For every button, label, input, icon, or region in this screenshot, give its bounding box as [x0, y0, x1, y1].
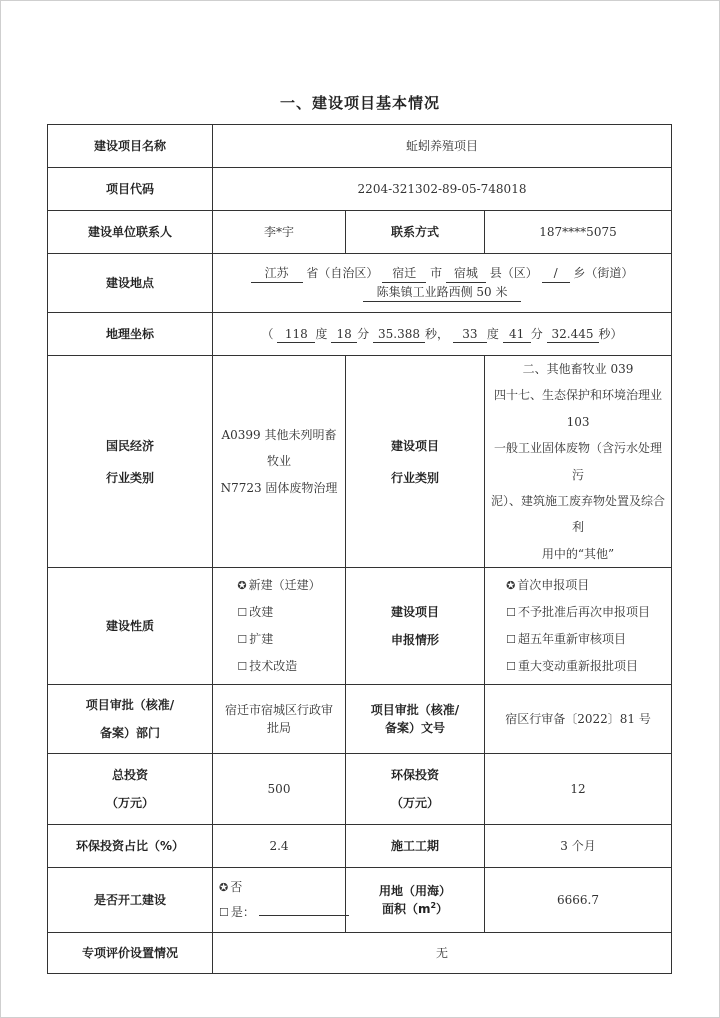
project-code-value: 2204-321302-89-05-748018 [213, 168, 672, 211]
location-label: 建设地点 [48, 254, 213, 313]
construction-nature-options [213, 568, 346, 685]
row-contact [48, 211, 672, 254]
land-area-value: 6666.7 [485, 868, 672, 933]
approval-number-value: 宿区行审备〔2022〕81 号 [485, 685, 672, 754]
row-nature [48, 568, 672, 685]
row-investment [48, 754, 672, 825]
contact-phone-value: 187****5075 [485, 211, 672, 254]
checkbox-icon: ☐ [506, 633, 516, 647]
checkbox-icon: ☐ [237, 606, 248, 620]
radio-checked-icon: ✪ [219, 880, 229, 894]
nature-option[interactable]: ☐ 改建 [237, 605, 274, 620]
location-province: 江苏 [251, 266, 303, 283]
started-options [213, 868, 346, 933]
project-industry-value: 二、其他畜牧业 039 四十七、生态保护和环境治理业 103 一般工业固体废物（含污水处理污 泥）、建筑施工废弃物处置及综合利 用中的“其他” [485, 356, 672, 568]
declaration-option[interactable]: ☐ 不予批准后再次申报项目 [506, 605, 650, 620]
longitude-second: 35.388 [373, 327, 425, 344]
contact-person-value: 李*宇 [213, 211, 346, 254]
row-coordinates [48, 313, 672, 356]
latitude-minute: 41 [503, 327, 531, 344]
project-name-value: 蚯蚓养殖项目 [213, 125, 672, 168]
contact-phone-label: 联系方式 [346, 211, 485, 254]
nature-option[interactable]: ☐ 扩建 [237, 632, 274, 647]
checkbox-icon: ☐ [506, 606, 516, 620]
latitude-second: 32.445 [547, 327, 599, 344]
special-evaluation-value: 无 [213, 933, 672, 974]
row-ratio [48, 825, 672, 868]
checkbox-icon: ☐ [237, 633, 248, 647]
checkbox-icon: ☐ [506, 660, 516, 674]
row-location [48, 254, 672, 313]
checkbox-icon: ☐ [219, 906, 229, 920]
location-city: 宿迁 [382, 266, 426, 283]
nature-option[interactable]: ☐ 技术改造 [237, 659, 298, 674]
nature-option[interactable]: ✪ 新建（迁建） [237, 578, 321, 593]
env-ratio-value: 2.4 [213, 825, 346, 868]
started-option-no[interactable]: ✪ 否 [219, 879, 243, 894]
declaration-status-label: 建设项目 申报情形 [346, 568, 485, 685]
longitude-degree: 118 [277, 327, 315, 344]
approval-department-value: 宿迁市宿城区行政审 批局 [213, 685, 346, 754]
location-detail: 陈集镇工业路西侧 50 米 [363, 285, 521, 302]
row-started [48, 868, 672, 933]
approval-number-label: 项目审批（核准/ 备案）文号 [346, 685, 485, 754]
env-investment-value: 12 [485, 754, 672, 825]
row-project-name [48, 125, 672, 168]
approval-department-label: 项目审批（核准/ 备案）部门 [48, 685, 213, 754]
total-investment-label: 总投资 （万元） [48, 754, 213, 825]
declaration-option[interactable]: ☐ 重大变动重新报批项目 [506, 659, 638, 674]
coordinates-value: （ 118 度 18 分 35.388 秒， 33 度 41 分 32.445 秒） [213, 313, 672, 356]
started-label: 是否开工建设 [48, 868, 213, 933]
project-industry-label: 建设项目 行业类别 [346, 356, 485, 568]
total-investment-value: 500 [213, 754, 346, 825]
land-area-label: 用地（用海） 面积$(m^2)$ [346, 868, 485, 933]
row-approval [48, 685, 672, 754]
page-title: 一、建设项目基本情况 [279, 94, 440, 112]
declaration-option[interactable]: ☐ 超五年重新审核项目 [506, 632, 626, 647]
env-ratio-label: 环保投资占比（%） [48, 825, 213, 868]
env-investment-label: 环保投资 （万元） [346, 754, 485, 825]
industry-category-value: A0399 其他未列明畜 牧业 N7723 固体废物治理 [213, 356, 346, 568]
latitude-degree: 33 [453, 327, 487, 344]
location-value: 江苏 省（自治区） 宿迁 市 宿城 县（区） / 乡（街道） 陈集镇工业路西侧 50 米 [213, 254, 672, 313]
row-special [48, 933, 672, 974]
row-project-code [48, 168, 672, 211]
longitude-minute: 18 [331, 327, 357, 344]
row-industry [48, 356, 672, 568]
location-county: 宿城 [446, 266, 486, 283]
declaration-status-options [485, 568, 672, 685]
started-option-yes[interactable]: ☐ 是： [219, 900, 349, 925]
project-code-label: 项目代码 [48, 168, 213, 211]
special-evaluation-label: 专项评价设置情况 [48, 933, 213, 974]
declaration-option[interactable]: ✪ 首次申报项目 [506, 578, 590, 593]
project-name-label: 建设项目名称 [48, 125, 213, 168]
radio-checked-icon: ✪ [506, 579, 516, 593]
construction-period-value: 3 个月 [485, 825, 672, 868]
started-date-line [259, 905, 349, 916]
checkbox-icon: ☐ [237, 660, 248, 674]
construction-period-label: 施工工期 [346, 825, 485, 868]
industry-category-label: 国民经济 行业类别 [48, 356, 213, 568]
coordinates-label: 地理坐标 [48, 313, 213, 356]
contact-person-label: 建设单位联系人 [48, 211, 213, 254]
project-info-table [47, 124, 672, 974]
construction-nature-label: 建设性质 [48, 568, 213, 685]
location-township: / [542, 266, 570, 283]
radio-checked-icon: ✪ [237, 579, 247, 593]
